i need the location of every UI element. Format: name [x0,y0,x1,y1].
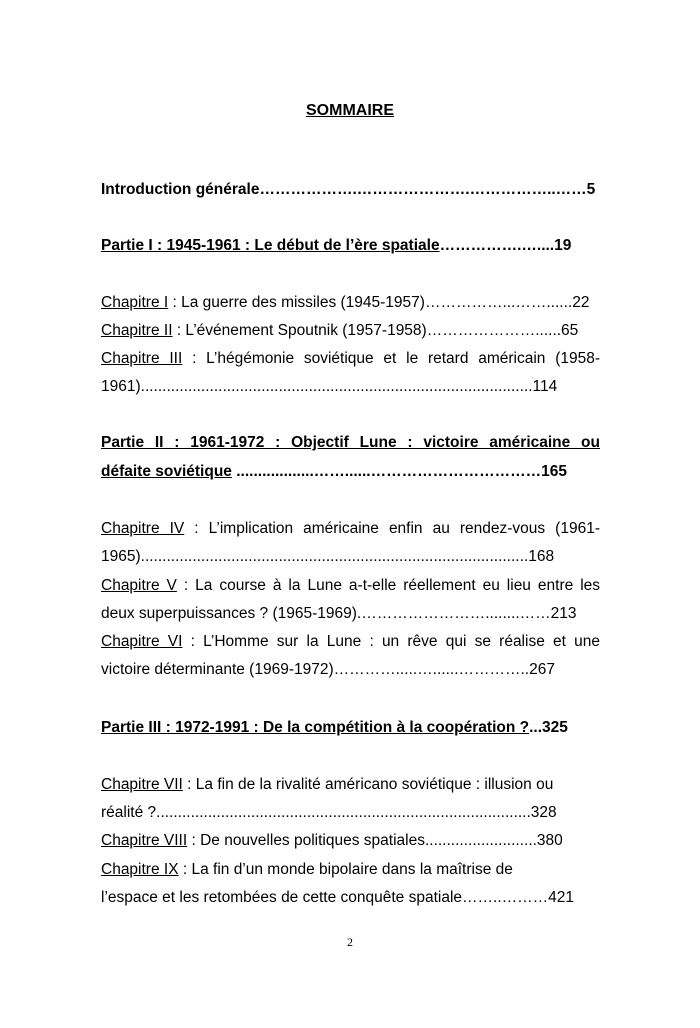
toc-chapitre-9-line-1 [101,860,600,880]
toc-chapitre-3-line-1 [101,349,600,369]
toc-chapitre-3-label: Chapitre III [101,350,183,367]
toc-chapitre-4-text-1: : L’implication américaine enfin au rendez-vous (1961- [184,520,600,537]
toc-chapitre-2-label: Chapitre II [101,322,173,339]
toc-chapitre-7-line-2: réalité ?.......................................................................................328 [101,804,557,821]
toc-chapitre-4-label: Chapitre IV [101,520,185,537]
toc-chapitre-2-text: : L’événement Spoutnik (1957-1958)…………………......65 [172,322,579,339]
toc-chapitre-7-line-1 [101,775,600,795]
toc-chapitre-5-line-2: deux superpuissances ? (1965-1969).……………………........……213 [101,605,577,622]
toc-chapitre-8 [101,831,600,851]
toc-chapitre-5-line-1 [101,576,600,596]
toc-chapitre-5-label: Chapitre V [101,577,177,594]
toc-chapitre-8-label: Chapitre VIII [101,832,188,849]
toc-partie-1 [101,236,600,256]
toc-partie-3 [101,718,600,738]
toc-chapitre-6-line-2: victoire déterminante (1969-1972)………….....…......…………..267 [101,661,555,678]
toc-partie-2-line-2 [101,462,600,482]
toc-intro: Introduction générale……………….………………….……………..……5 [101,181,596,198]
toc-partie-1-label: Partie I : 1945-1961 : Le début de l’ère spatiale [101,237,440,254]
toc-partie-3-page: ...325 [529,719,568,736]
toc-chapitre-4-line-2: 1965)..........................................................................................168 [101,548,555,565]
toc-partie-3-label: Partie III : 1972-1991 : De la compétition à la coopération ? [101,719,530,736]
toc-chapitre-9-line-2: l’espace et les retombées de cette conquête spatiale……..………421 [101,889,575,906]
toc-partie-2-line-1: Partie II : 1961-1972 : Objectif Lune : victoire américaine ou [101,434,600,451]
toc-chapitre-9-label: Chapitre IX [101,861,179,878]
toc-chapitre-4-line-1 [101,519,600,539]
toc-chapitre-6-line-1 [101,632,600,652]
toc-chapitre-5-text-1: : La course à la Lune a-t-elle réellement eu lieu entre les [176,577,600,594]
toc-chapitre-9-text-1: : La fin d’un monde bipolaire dans la maîtrise de [178,861,513,878]
toc-chapitre-6-label: Chapitre VI [101,633,183,650]
toc-partie-2-label: défaite soviétique [101,463,232,480]
page-number: 2 [347,935,353,949]
toc-chapitre-7-label: Chapitre VII [101,776,183,793]
page-title: SOMMAIRE [306,102,394,119]
toc-chapitre-8-text: : De nouvelles politiques spatiales..........................380 [187,832,563,849]
toc-chapitre-1-text: : La guerre des missiles (1945-1957)……………...……......22 [168,294,590,311]
toc-chapitre-3-line-2: 1961)...........................................................................................114 [101,378,558,395]
toc-chapitre-7-text-1: : La fin de la rivalité américano soviétique : illusion ou [182,776,554,793]
toc-partie-1-page: …………….…....19 [439,237,572,254]
toc-chapitre-1-label: Chapitre I [101,294,169,311]
toc-chapitre-2 [101,321,600,341]
toc-chapitre-3-text-1: : L’hégémonie soviétique et le retard américain (1958- [182,350,600,367]
toc-chapitre-1 [101,293,600,313]
toc-chapitre-6-text-1: : L’Homme sur la Lune : un rêve qui se réalise et une [182,633,600,650]
toc-partie-2-page: ..................……......……………………………165 [231,463,567,480]
